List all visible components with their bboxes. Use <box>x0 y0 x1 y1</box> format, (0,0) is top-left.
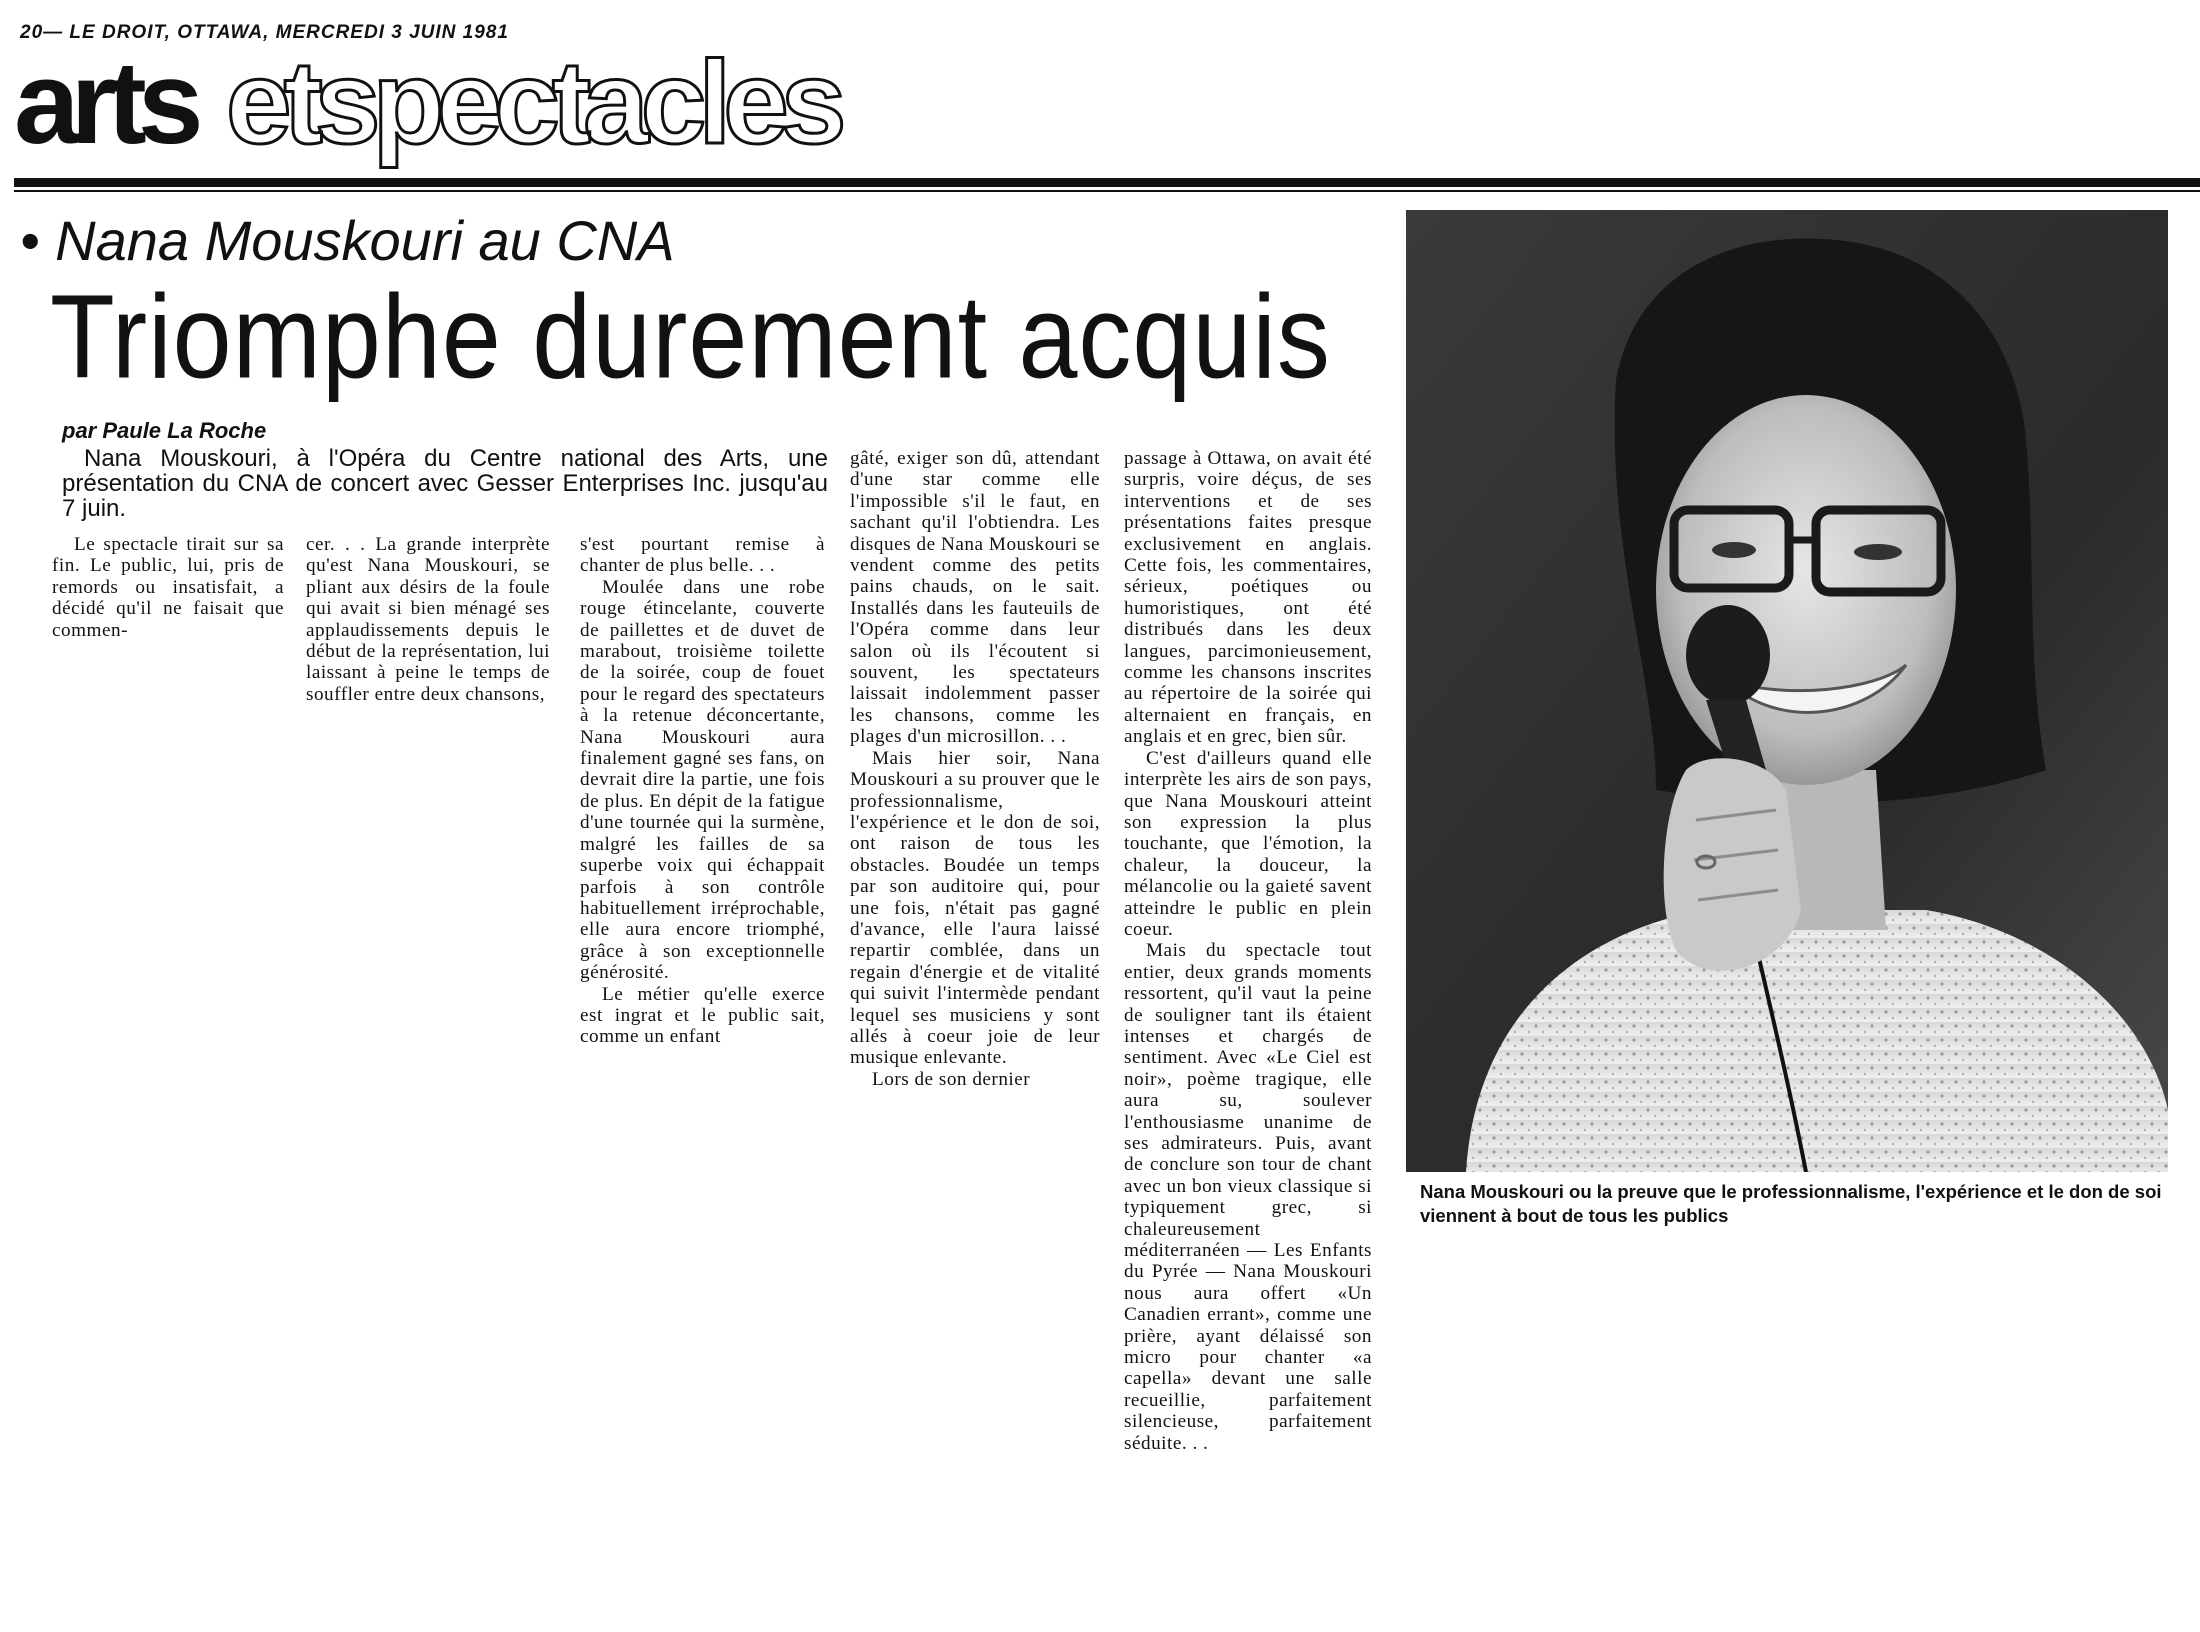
article-intro: Nana Mouskouri, à l'Opéra du Centre national des Arts, une présentation du CNA de concert avec Gesser Enterprises Inc. jusqu'au 7 juin. <box>62 445 828 522</box>
singer-photo-illustration <box>1406 210 2168 1172</box>
article-kicker: • Nana Mouskouri au CNA <box>20 209 675 272</box>
paragraph: C'est d'ailleurs quand elle interprète les airs de son pays, que Nana Mouskouri atteint son expression la plus touchante, que l'émotion, la chaleur, la douceur, la mélancolie ou la gaieté savent atteindre le public en plein coeur. <box>1124 747 1372 940</box>
paragraph: passage à Ottawa, on avait été surpris, voire déçus, de ses interventions et de ses présentations faites presque exclusivement en anglais. Cette fois, les commentaires, sérieux, poétiques ou humoristiques, ont été distribués dans les deux langues, parcimonieusement, comme les chansons inscrites au répertoire de la soirée qui alternaient en français, en anglais et en grec, bien sûr. <box>1124 448 1372 748</box>
section-rule <box>14 178 2200 187</box>
paragraph: gâté, exiger son dû, attendant d'une star comme elle l'impossible s'il le faut, en sachant qu'il l'obtiendra. Les disques de Nana Mouskouri se vendent comme des petits pains chauds, on le sait. Installés dans les fauteuils de l'Opéra comme dans leur salon où ils l'écoutent si souvent, les spectateurs laissait indolemment passer les chansons, comme les plages d'un microsillon. . . <box>850 448 1100 748</box>
singer-photo <box>1406 210 2168 1172</box>
article-column-5 <box>1124 448 1372 1454</box>
section-title-arts: arts <box>14 37 195 169</box>
paragraph: cer. . . La grande interprète qu'est Nana Mouskouri, se pliant aux désirs de la foule qui avait si bien ménagé ses applaudissements depuis le début de la représentation, lui laissant à peine le temps de souffler entre deux chansons, <box>306 534 550 705</box>
folio-line: 20— LE DROIT, OTTAWA, MERCREDI 3 JUIN 1981 <box>20 22 509 43</box>
paragraph: Moulée dans une robe rouge étincelante, couverte de paillettes et de duvet de marabout, troisième toilette de la soirée, coup de fouet pour le regard des spectateurs à la retenue déconcertante, Nana Mouskouri aura finalement gagné ses fans, on devrait dire la partie, une fois de plus. En dépit de la fatigue d'une tournée qui la surmène, malgré les failles de sa superbe voix qui échappait parfois à son contrôle habituellement irréprochable, elle aura encore triomphé, grâce à son exceptionnelle générosité. <box>580 576 825 984</box>
paragraph: Mais hier soir, Nana Mouskouri a su prouver que le professionnalisme, l'expérience et le don de soi, ont raison de tous les obstacles. Boudée un temps par son auditoire qui, pour une fois, n'était pas gagné d'avance, elle l'aura laissé repartir comblée, dans un regain d'énergie et de vitalité qui suivit l'intermède pendant lequel ses musiciens y sont allés à coeur joie de leur musique enlevante. <box>850 747 1100 1069</box>
photo-caption: Nana Mouskouri ou la preuve que le professionnalisme, l'expérience et le don de soi viennent à bout de tous les publics <box>1420 1181 2162 1226</box>
article-column-4 <box>850 448 1100 1090</box>
paragraph: Mais du spectacle tout entier, deux grands moments ressortent, qu'il vaut la peine de souligner tant ils étaient intenses et chargés de sentiment. Avec «Le Ciel est noir», poème tragique, elle aura su, soulever l'enthousiasme unanime de ses admirateurs. Puis, avant de conclure son tour de chant avec un bon vieux classique si typiquement grec, si chaleureusement méditerranéen — Les Enfants du Pyrée — Nana Mouskouri nous aura offert «Un Canadien errant», comme une prière, ayant délaissé son micro pour chanter «a capella» devant une salle recueillie, parfaitement silencieuse, parfaitement séduite. . . <box>1124 940 1372 1454</box>
article-column-2 <box>306 534 550 705</box>
paragraph: Le métier qu'elle exerce est ingrat et le public sait, comme un enfant <box>580 983 825 1048</box>
paragraph: s'est pourtant remise à chanter de plus belle. . . <box>580 534 825 577</box>
article-column-1 <box>52 534 284 641</box>
article-headline: Triomphe durement acquis <box>50 271 1331 404</box>
article-byline: par Paule La Roche <box>62 418 267 443</box>
article-column-3 <box>580 534 825 1048</box>
paragraph: Le spectacle tirait sur sa fin. Le public, lui, pris de remords ou insatisfait, a décidé qu'il ne faisait que commen- <box>52 534 284 641</box>
paragraph: Lors de son dernier <box>872 1068 1031 1090</box>
section-rule-thin <box>14 190 2200 192</box>
section-title-spectacles: etspectacles <box>226 37 839 169</box>
